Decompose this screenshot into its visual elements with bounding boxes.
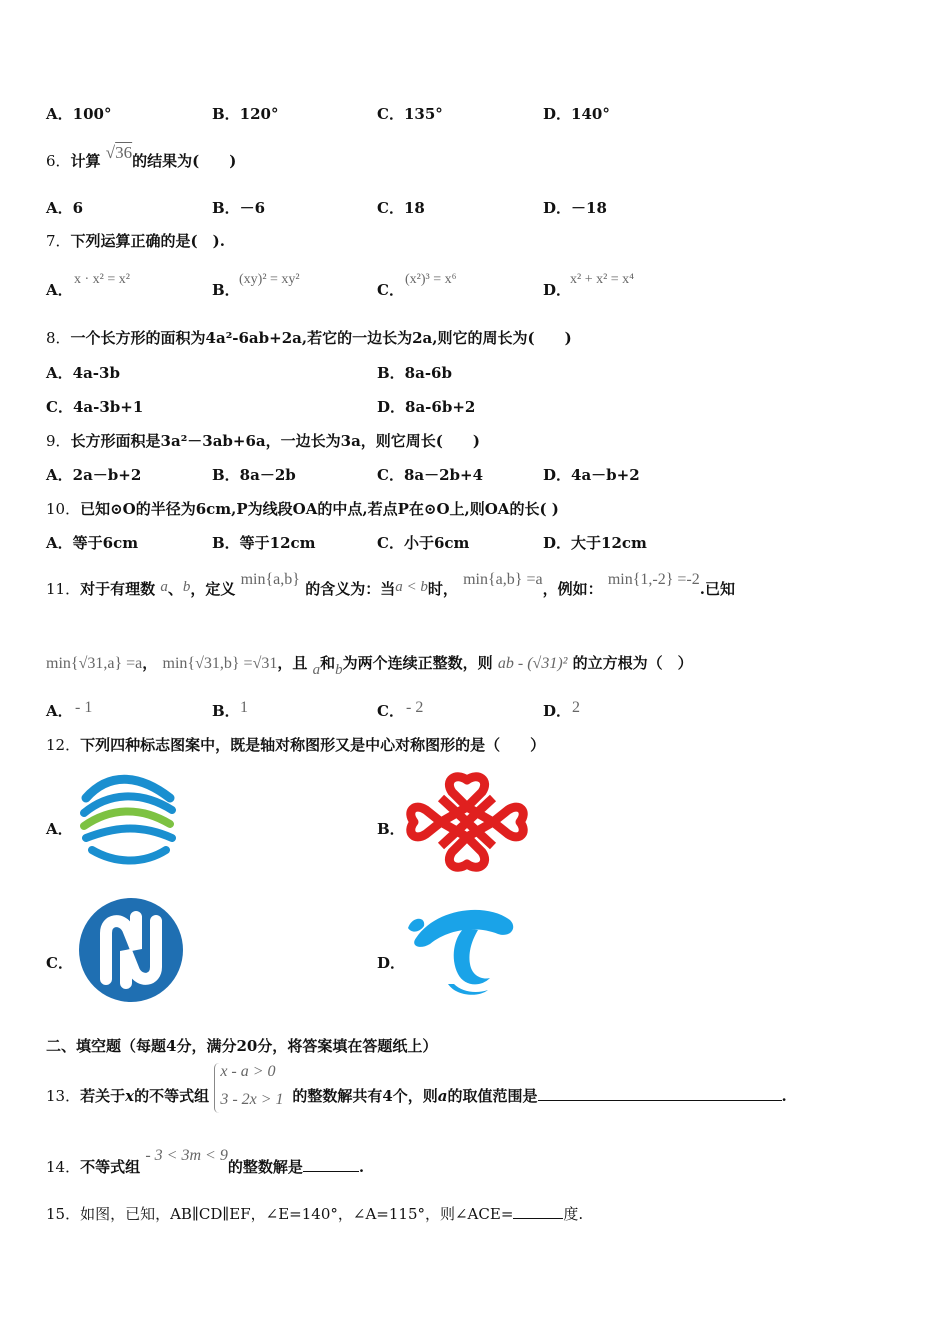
q15-end: 度. [563, 1205, 584, 1223]
q13-text-1: 若关于 [80, 1087, 126, 1105]
q11-stem-line1 [46, 571, 735, 599]
q11-var-b2: b [335, 662, 343, 678]
q11-var-a: a [160, 579, 168, 595]
q13-var-a: a [437, 1087, 448, 1105]
q10-option-c: C．小于6cm [377, 534, 470, 552]
q9-option-d: D．4a－b+2 [543, 466, 640, 484]
q9-option-c: C．8a－2b+4 [377, 466, 484, 484]
q11-text-3: 的含义为：当 [305, 580, 396, 598]
q7-label-b: B． [212, 281, 240, 299]
q8-number: 8． [46, 329, 71, 347]
q5-option-d: D．140° [543, 105, 610, 123]
q12-text: 下列四种标志图案中，既是轴对称图形又是中心对称图形的是（ ） [80, 736, 546, 754]
q11-label-b: B． [212, 702, 240, 720]
q13-ineq1: x - a > 0 [220, 1063, 276, 1080]
q11-label-c: C． [377, 702, 404, 720]
q11-var-b: b [182, 579, 191, 595]
q10-option-a: A．等于6cm [46, 534, 139, 552]
q13-stem [46, 1063, 787, 1108]
q11-label-a: A． [46, 702, 73, 720]
q14-stem [46, 1147, 365, 1177]
q7-number: 7． [46, 232, 71, 250]
q11-text-1: 对于有理数 [80, 580, 156, 598]
q11-text-10: 为两个连续正整数，则 [342, 654, 493, 672]
q11-sep: 、 [167, 580, 183, 598]
q14-end: . [358, 1158, 365, 1176]
q11-min-b: min{√31,b} =√31 [162, 655, 278, 672]
q11-text-4: 时， [427, 580, 458, 598]
q7-stem [46, 230, 225, 251]
q14-number: 14． [46, 1158, 81, 1176]
china-unicom-logo-icon [406, 772, 528, 872]
q9-text: 长方形面积是3a²－3ab+6a，一边长为3a，则它周长( ) [70, 432, 480, 450]
q6-sqrt: √36 [105, 143, 133, 162]
q7-expr-c: (x²)³ = x⁶ [405, 272, 457, 287]
q15-answer-blank[interactable] [513, 1204, 563, 1219]
q11-stem-line2 [46, 652, 693, 678]
q8-stem [46, 327, 572, 348]
q10-number: 10． [46, 500, 81, 518]
q7-expr-b: (xy)² = xy² [239, 272, 300, 287]
q8-option-c: C．4a-3b+1 [46, 398, 144, 416]
q11-text-11: 的立方根为（ ） [572, 654, 693, 672]
q11-value-a: - 1 [75, 699, 93, 716]
q15-stem [46, 1203, 583, 1224]
q11-cond: a < b [395, 579, 428, 595]
q13-text-2: 的不等式组 [134, 1087, 210, 1105]
q14-ineq: - 3 < 3m < 9 [145, 1147, 228, 1164]
q6-pre: 计算 [70, 152, 101, 170]
q7-label-d: D． [543, 281, 572, 299]
q10-text: 已知⊙O的半径为6cm,P为线段OA的中点,若点P在⊙O上,则OA的长( ) [80, 500, 559, 518]
q13-number: 13． [46, 1087, 81, 1105]
q11-text-6: .已知 [699, 580, 735, 598]
q7-expr-a: x · x² = x² [74, 272, 130, 287]
q10-option-d: D．大于12cm [543, 534, 647, 552]
q8-text: 一个长方形的面积为4a²-6ab+2a,若它的一边长为2a,则它的周长为( ) [70, 329, 572, 347]
q6-number: 6． [46, 152, 71, 170]
q13-answer-blank[interactable] [538, 1086, 782, 1101]
q12-label-d: D． [377, 954, 406, 972]
q13-text-3: 的整数解共有4个，则 [292, 1087, 438, 1105]
q12-stem [46, 734, 545, 755]
q11-value-b: 1 [240, 699, 248, 716]
q14-text-1: 不等式组 [80, 1158, 141, 1176]
q11-value-c: - 2 [406, 699, 424, 716]
q14-answer-blank[interactable] [303, 1157, 359, 1172]
q13-text-4: 的取值范围是 [447, 1087, 538, 1105]
q11-label-d: D． [543, 702, 572, 720]
q11-min-a: min{√31,a} =a [46, 655, 143, 672]
q14-text-2: 的整数解是 [227, 1158, 303, 1176]
q11-text-9: 和 [320, 654, 336, 672]
q8-option-a: A．4a-3b [46, 364, 120, 382]
q12-label-a: A． [46, 820, 73, 838]
q5-option-c: C．135° [377, 105, 443, 123]
q15-text: 如图，已知，AB∥CD∥EF，∠E=140°，∠A=115°，则∠ACE= [80, 1205, 514, 1223]
q6-stem [46, 143, 237, 171]
q13-system [214, 1063, 292, 1108]
n-circle-logo-icon [78, 897, 184, 1003]
q15-number: 15． [46, 1205, 81, 1223]
q11-text-7: ， [142, 654, 158, 672]
q8-option-d: D．8a-6b+2 [377, 398, 476, 416]
q11-example: min{1,-2} =-2 [607, 571, 700, 588]
q5-option-a: A．100° [46, 105, 112, 123]
q11-text-8: ，且 [277, 654, 308, 672]
q11-expr: ab - (√31)² [497, 655, 568, 672]
q9-option-a: A．2a－b+2 [46, 466, 142, 484]
q6-option-d: D．－18 [543, 199, 607, 217]
q11-var-a2: a [312, 662, 321, 678]
q8-option-b: B．8a-6b [377, 364, 452, 382]
section2-title: 二、填空题（每题4分，满分20分，将答案填在答题纸上） [46, 1037, 438, 1055]
q11-min-rule: min{a,b} =a [463, 571, 543, 588]
q13-ineq2: 3 - 2x > 1 [220, 1091, 284, 1108]
q7-label-c: C． [377, 281, 404, 299]
china-telecom-logo-icon [406, 898, 520, 1000]
q12-number: 12． [46, 736, 81, 754]
q11-number: 11． [46, 580, 81, 598]
q6-option-b: B．－6 [212, 199, 266, 217]
q12-label-c: C． [46, 954, 73, 972]
q6-option-a: A．6 [46, 199, 84, 217]
china-mobile-logo-icon [78, 768, 178, 868]
q7-label-a: A． [46, 281, 73, 299]
q11-text-2: ，定义 [190, 580, 236, 598]
q9-number: 9． [46, 432, 71, 450]
q7-expr-d: x² + x² = x⁴ [570, 272, 635, 287]
q9-option-b: B．8a－2b [212, 466, 296, 484]
q10-stem [46, 498, 559, 519]
q11-value-d: 2 [572, 699, 580, 716]
q11-min-def: min{a,b} [240, 571, 300, 588]
q6-option-c: C．18 [377, 199, 425, 217]
q10-option-b: B．等于12cm [212, 534, 316, 552]
q13-var-x: x [125, 1087, 135, 1105]
q13-end: . [781, 1087, 787, 1105]
q12-label-b: B． [377, 820, 405, 838]
q9-stem [46, 430, 480, 451]
q7-text: 下列运算正确的是( ). [70, 232, 225, 250]
q6-post: 的结果为( ) [132, 152, 237, 170]
q11-text-5: ，例如： [542, 580, 603, 598]
q5-option-b: B．120° [212, 105, 279, 123]
